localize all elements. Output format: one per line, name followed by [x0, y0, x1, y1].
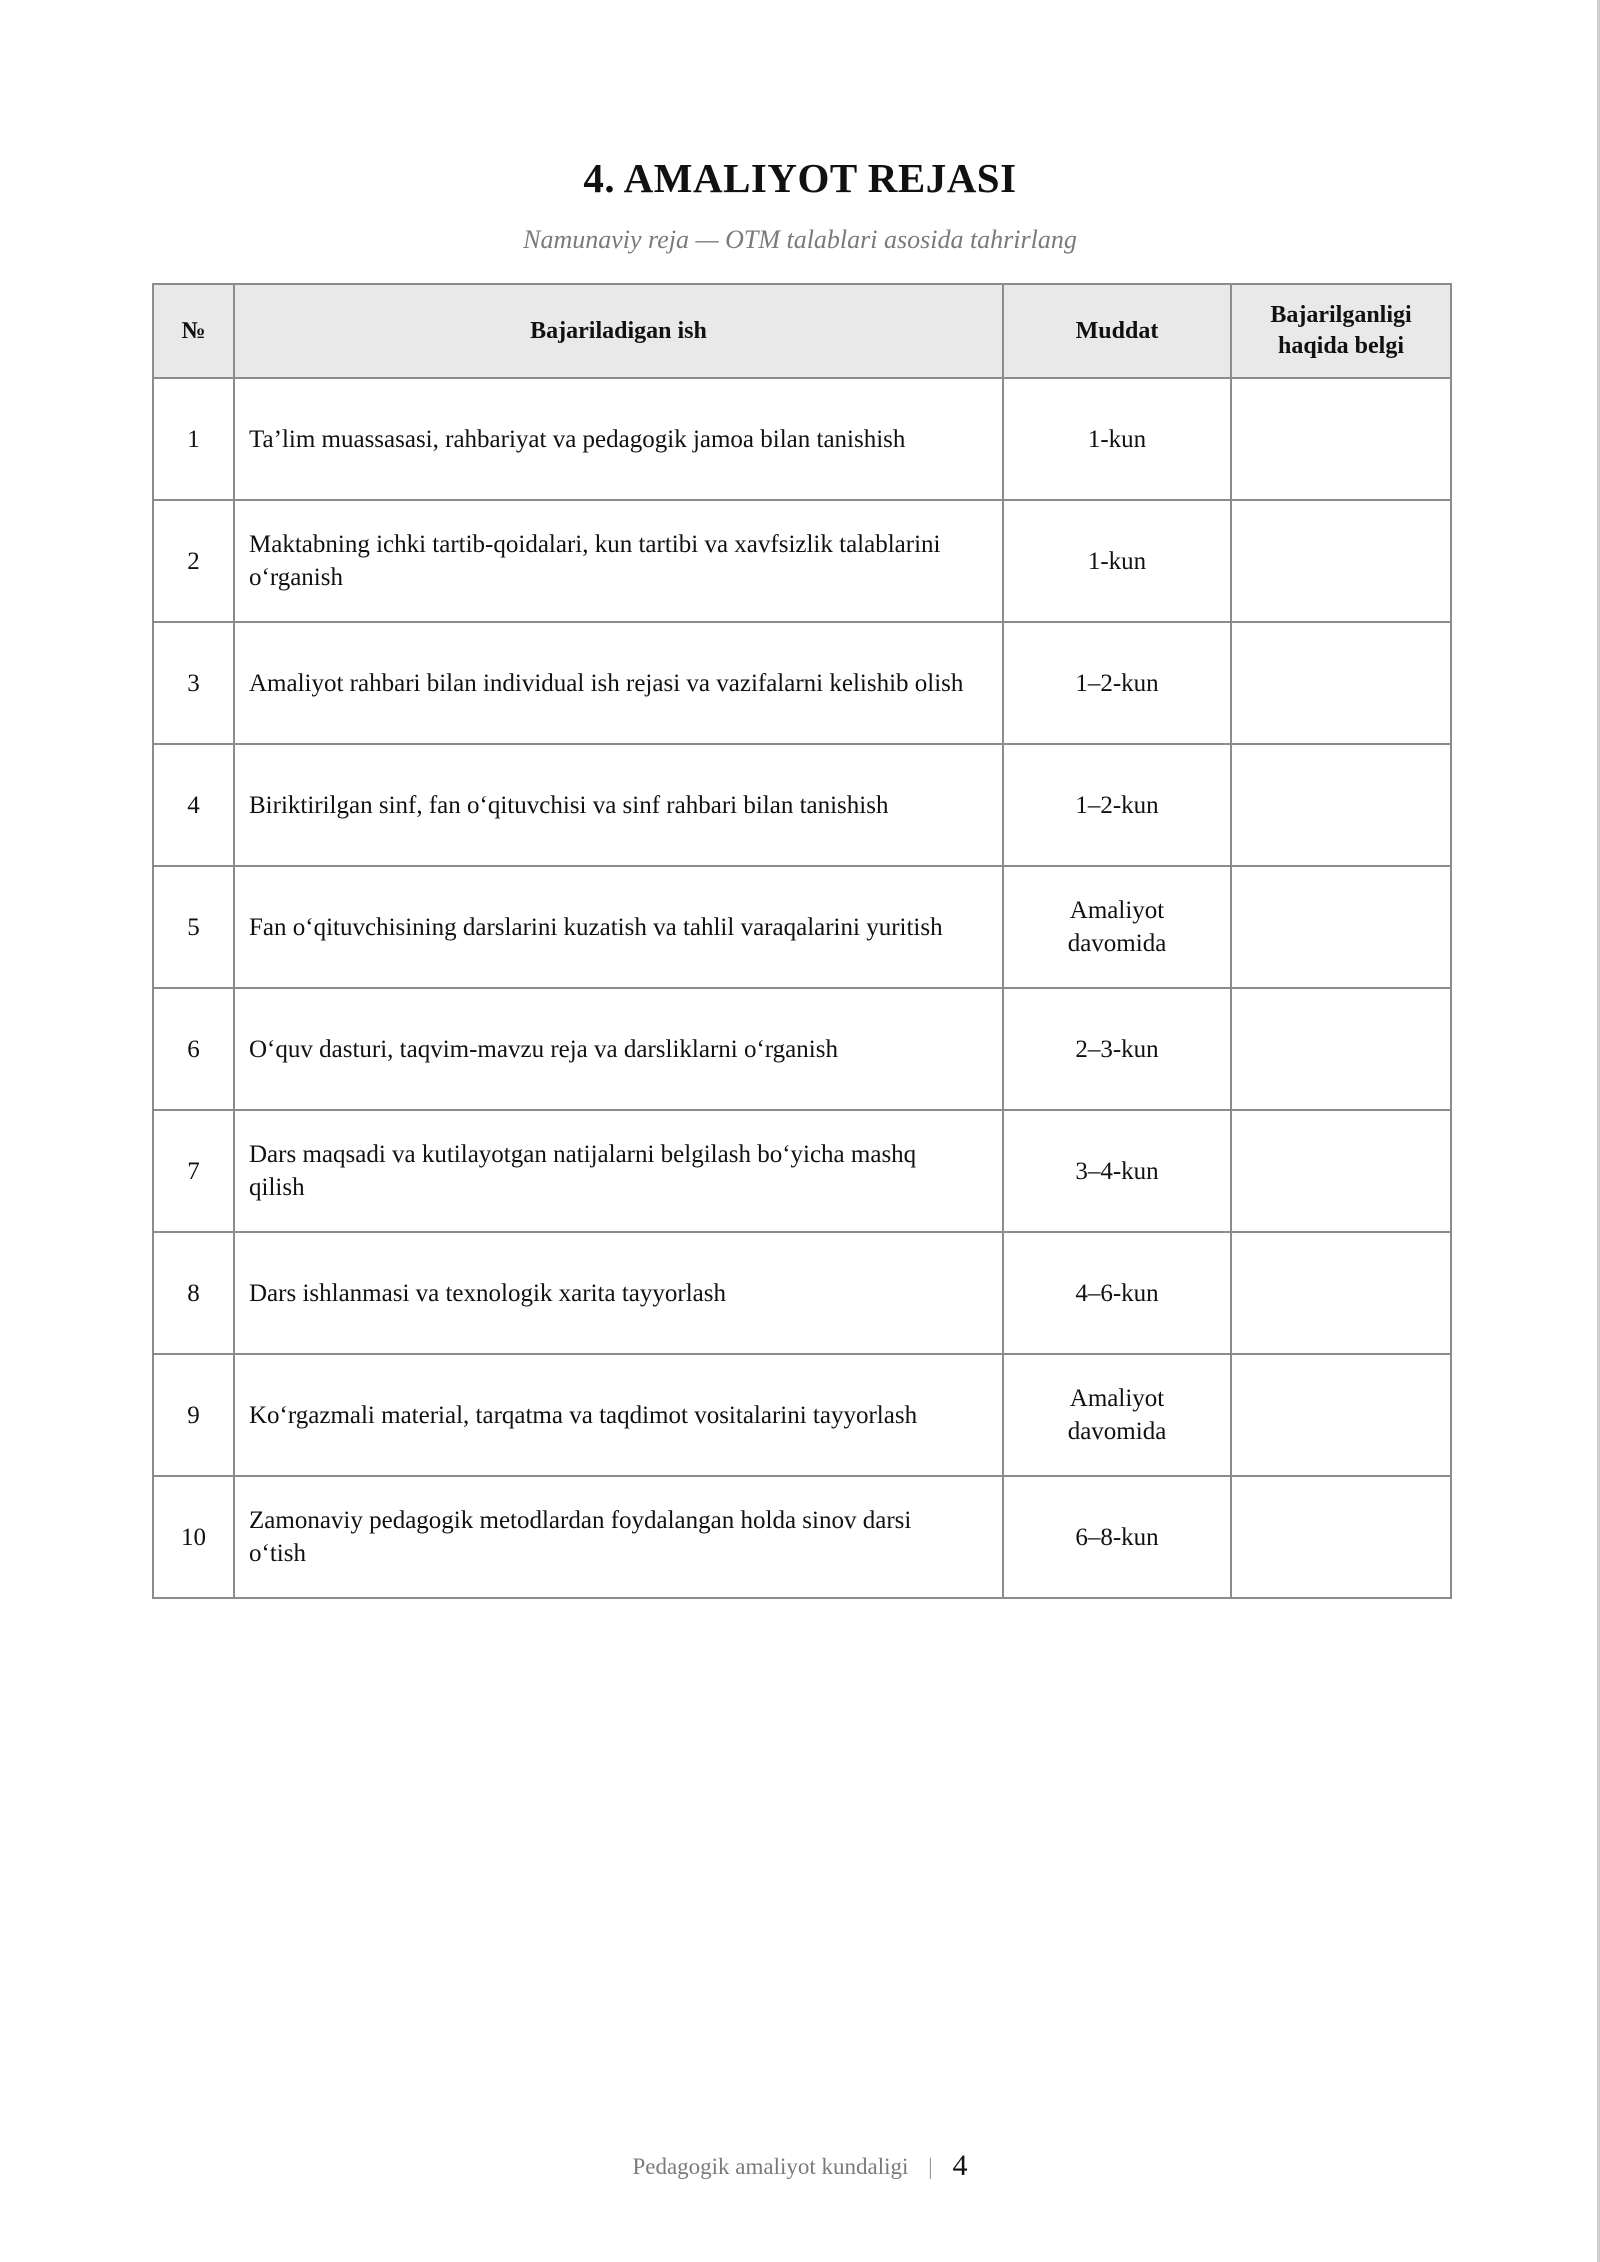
table-row	[153, 1476, 1451, 1598]
row-number: 9	[153, 1354, 234, 1476]
row-mark-cell	[1231, 500, 1451, 622]
table-row	[153, 1110, 1451, 1232]
header-num: №	[153, 284, 234, 378]
row-task: Maktabning ichki tartib-qoidalari, kun tartibi va xavfsizlik talablarini o‘rganish	[234, 500, 1003, 622]
row-task: Dars ishlanmasi va texnologik xarita tayyorlash	[234, 1232, 1003, 1354]
row-duration: Amaliyot davomida	[1003, 866, 1231, 988]
row-mark-cell	[1231, 988, 1451, 1110]
header-duration: Muddat	[1003, 284, 1231, 378]
table-row	[153, 622, 1451, 744]
page-footer	[0, 2148, 1600, 2185]
table-row	[153, 744, 1451, 866]
table-row	[153, 378, 1451, 500]
row-mark-cell	[1231, 622, 1451, 744]
row-number: 6	[153, 988, 234, 1110]
header-mark: Bajarilganligi haqida belgi	[1231, 284, 1451, 378]
row-duration: 1–2-kun	[1003, 744, 1231, 866]
row-number: 8	[153, 1232, 234, 1354]
row-mark-cell	[1231, 1232, 1451, 1354]
row-task: Fan o‘qituvchisining darslarini kuzatish va tahlil varaqalarini yuritish	[234, 866, 1003, 988]
table-row	[153, 988, 1451, 1110]
row-mark-cell	[1231, 1354, 1451, 1476]
page-title: 4. AMALIYOT REJASI	[583, 155, 1017, 201]
footer-label: Pedagogik amaliyot kundaligi	[632, 2154, 909, 2179]
table-row	[153, 1232, 1451, 1354]
row-duration: 6–8-kun	[1003, 1476, 1231, 1598]
page-subtitle: Namunaviy reja — OTM talablari asosida tahrirlang	[523, 225, 1077, 254]
row-mark-cell	[1231, 866, 1451, 988]
row-duration: Amaliyot davomida	[1003, 1354, 1231, 1476]
row-number: 5	[153, 866, 234, 988]
footer-separator: |	[928, 2154, 933, 2179]
row-number: 2	[153, 500, 234, 622]
row-number: 1	[153, 378, 234, 500]
table-row	[153, 500, 1451, 622]
row-task: Zamonaviy pedagogik metodlardan foydalangan holda sinov darsi o‘tish	[234, 1476, 1003, 1598]
row-duration: 2–3-kun	[1003, 988, 1231, 1110]
table-row	[153, 866, 1451, 988]
row-number: 3	[153, 622, 234, 744]
row-number: 4	[153, 744, 234, 866]
header-task: Bajariladigan ish	[234, 284, 1003, 378]
row-task: Amaliyot rahbari bilan individual ish rejasi va vazifalarni kelishib olish	[234, 622, 1003, 744]
row-duration: 1-kun	[1003, 378, 1231, 500]
row-number: 7	[153, 1110, 234, 1232]
row-duration: 1–2-kun	[1003, 622, 1231, 744]
row-mark-cell	[1231, 378, 1451, 500]
row-task: Dars maqsadi va kutilayotgan natijalarni belgilash bo‘yicha mashq qilish	[234, 1110, 1003, 1232]
row-task: O‘quv dasturi, taqvim-mavzu reja va darsliklarni o‘rganish	[234, 988, 1003, 1110]
page-number: 4	[952, 2149, 968, 2182]
row-mark-cell	[1231, 1110, 1451, 1232]
row-task: Ko‘rgazmali material, tarqatma va taqdimot vositalarini tayyorlash	[234, 1354, 1003, 1476]
row-mark-cell	[1231, 744, 1451, 866]
row-task: Biriktirilgan sinf, fan o‘qituvchisi va sinf rahbari bilan tanishish	[234, 744, 1003, 866]
row-task: Ta’lim muassasasi, rahbariyat va pedagogik jamoa bilan tanishish	[234, 378, 1003, 500]
row-duration: 4–6-kun	[1003, 1232, 1231, 1354]
row-mark-cell	[1231, 1476, 1451, 1598]
row-duration: 3–4-kun	[1003, 1110, 1231, 1232]
row-number: 10	[153, 1476, 234, 1598]
practice-plan-table	[152, 283, 1452, 1599]
table-header-row	[153, 284, 1451, 378]
table-row	[153, 1354, 1451, 1476]
row-duration: 1-kun	[1003, 500, 1231, 622]
